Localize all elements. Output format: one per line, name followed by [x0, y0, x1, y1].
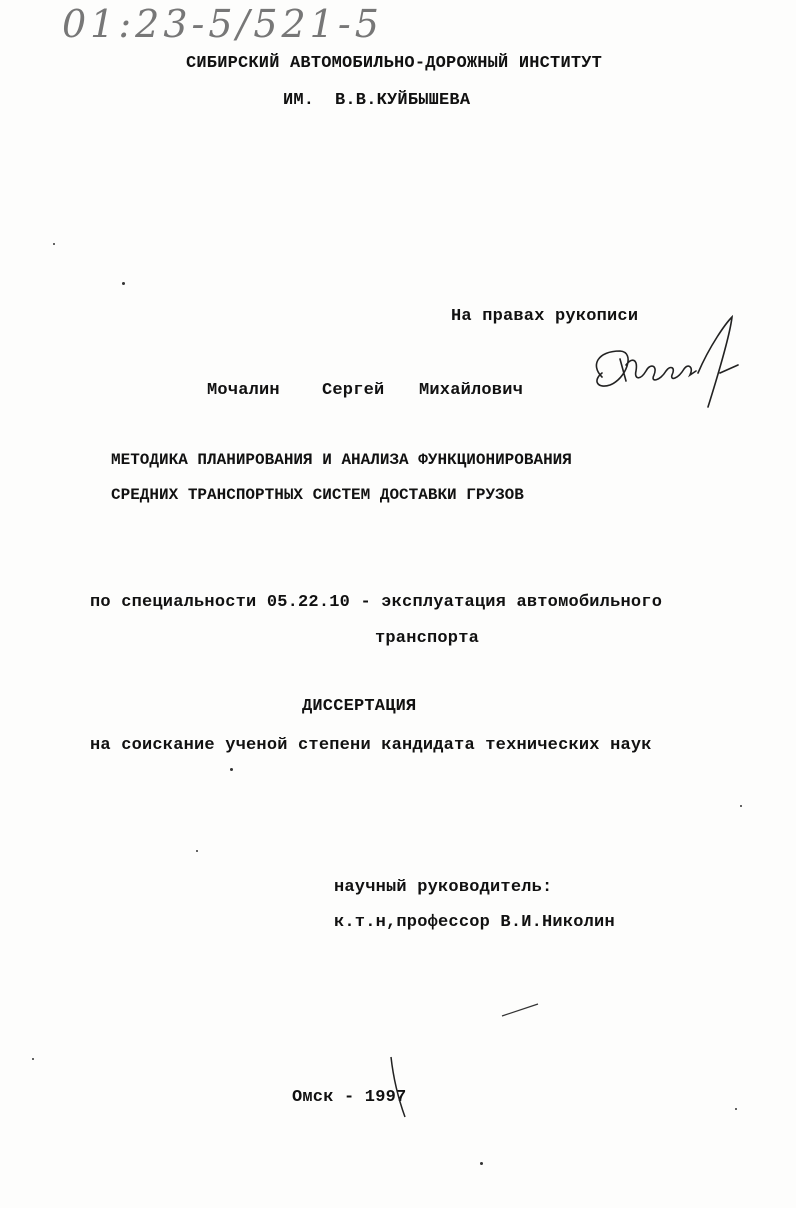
specialty-line-2: транспорта [375, 629, 480, 648]
pen-stroke [498, 1000, 548, 1020]
dissertation-heading: ДИССЕРТАЦИЯ [302, 697, 417, 716]
scan-speck [230, 768, 233, 771]
supervisor-label: научный руководитель: [334, 878, 553, 897]
scan-speck [735, 1108, 737, 1110]
manuscript-rights: На правах рукописи [451, 307, 639, 326]
scan-speck [480, 1162, 483, 1165]
author-patronymic: Михайлович [419, 381, 524, 400]
scan-speck [740, 805, 742, 807]
scan-speck [122, 282, 125, 285]
dissertation-subheading: на соискание ученой степени кандидата технических наук [90, 736, 652, 755]
author-name: Сергей [322, 381, 385, 400]
institute-name: СИБИРСКИЙ АВТОМОБИЛЬНО-ДОРОЖНЫЙ ИНСТИТУТ [186, 54, 603, 73]
title-line-2: СРЕДНИХ ТРАНСПОРТНЫХ СИСТЕМ ДОСТАВКИ ГРУЗОВ [111, 486, 524, 504]
place-year: Омск - 1997 [292, 1088, 407, 1107]
specialty-line-1: по специальности 05.22.10 - эксплуатация автомобильного [90, 593, 663, 612]
author-surname: Мочалин [207, 381, 280, 400]
scan-speck [53, 243, 55, 245]
supervisor-name: к.т.н,профессор В.И.Николин [334, 913, 615, 932]
scan-speck [196, 850, 198, 852]
archive-mark: 01:23-5/521-5 [62, 2, 383, 46]
title-line-1: МЕТОДИКА ПЛАНИРОВАНИЯ И АНАЛИЗА ФУНКЦИОНИРОВАНИЯ [111, 451, 572, 469]
institute-dedication: ИМ. В.В.КУЙБЫШЕВА [283, 91, 471, 110]
scan-speck [32, 1058, 34, 1060]
signature [580, 315, 760, 415]
